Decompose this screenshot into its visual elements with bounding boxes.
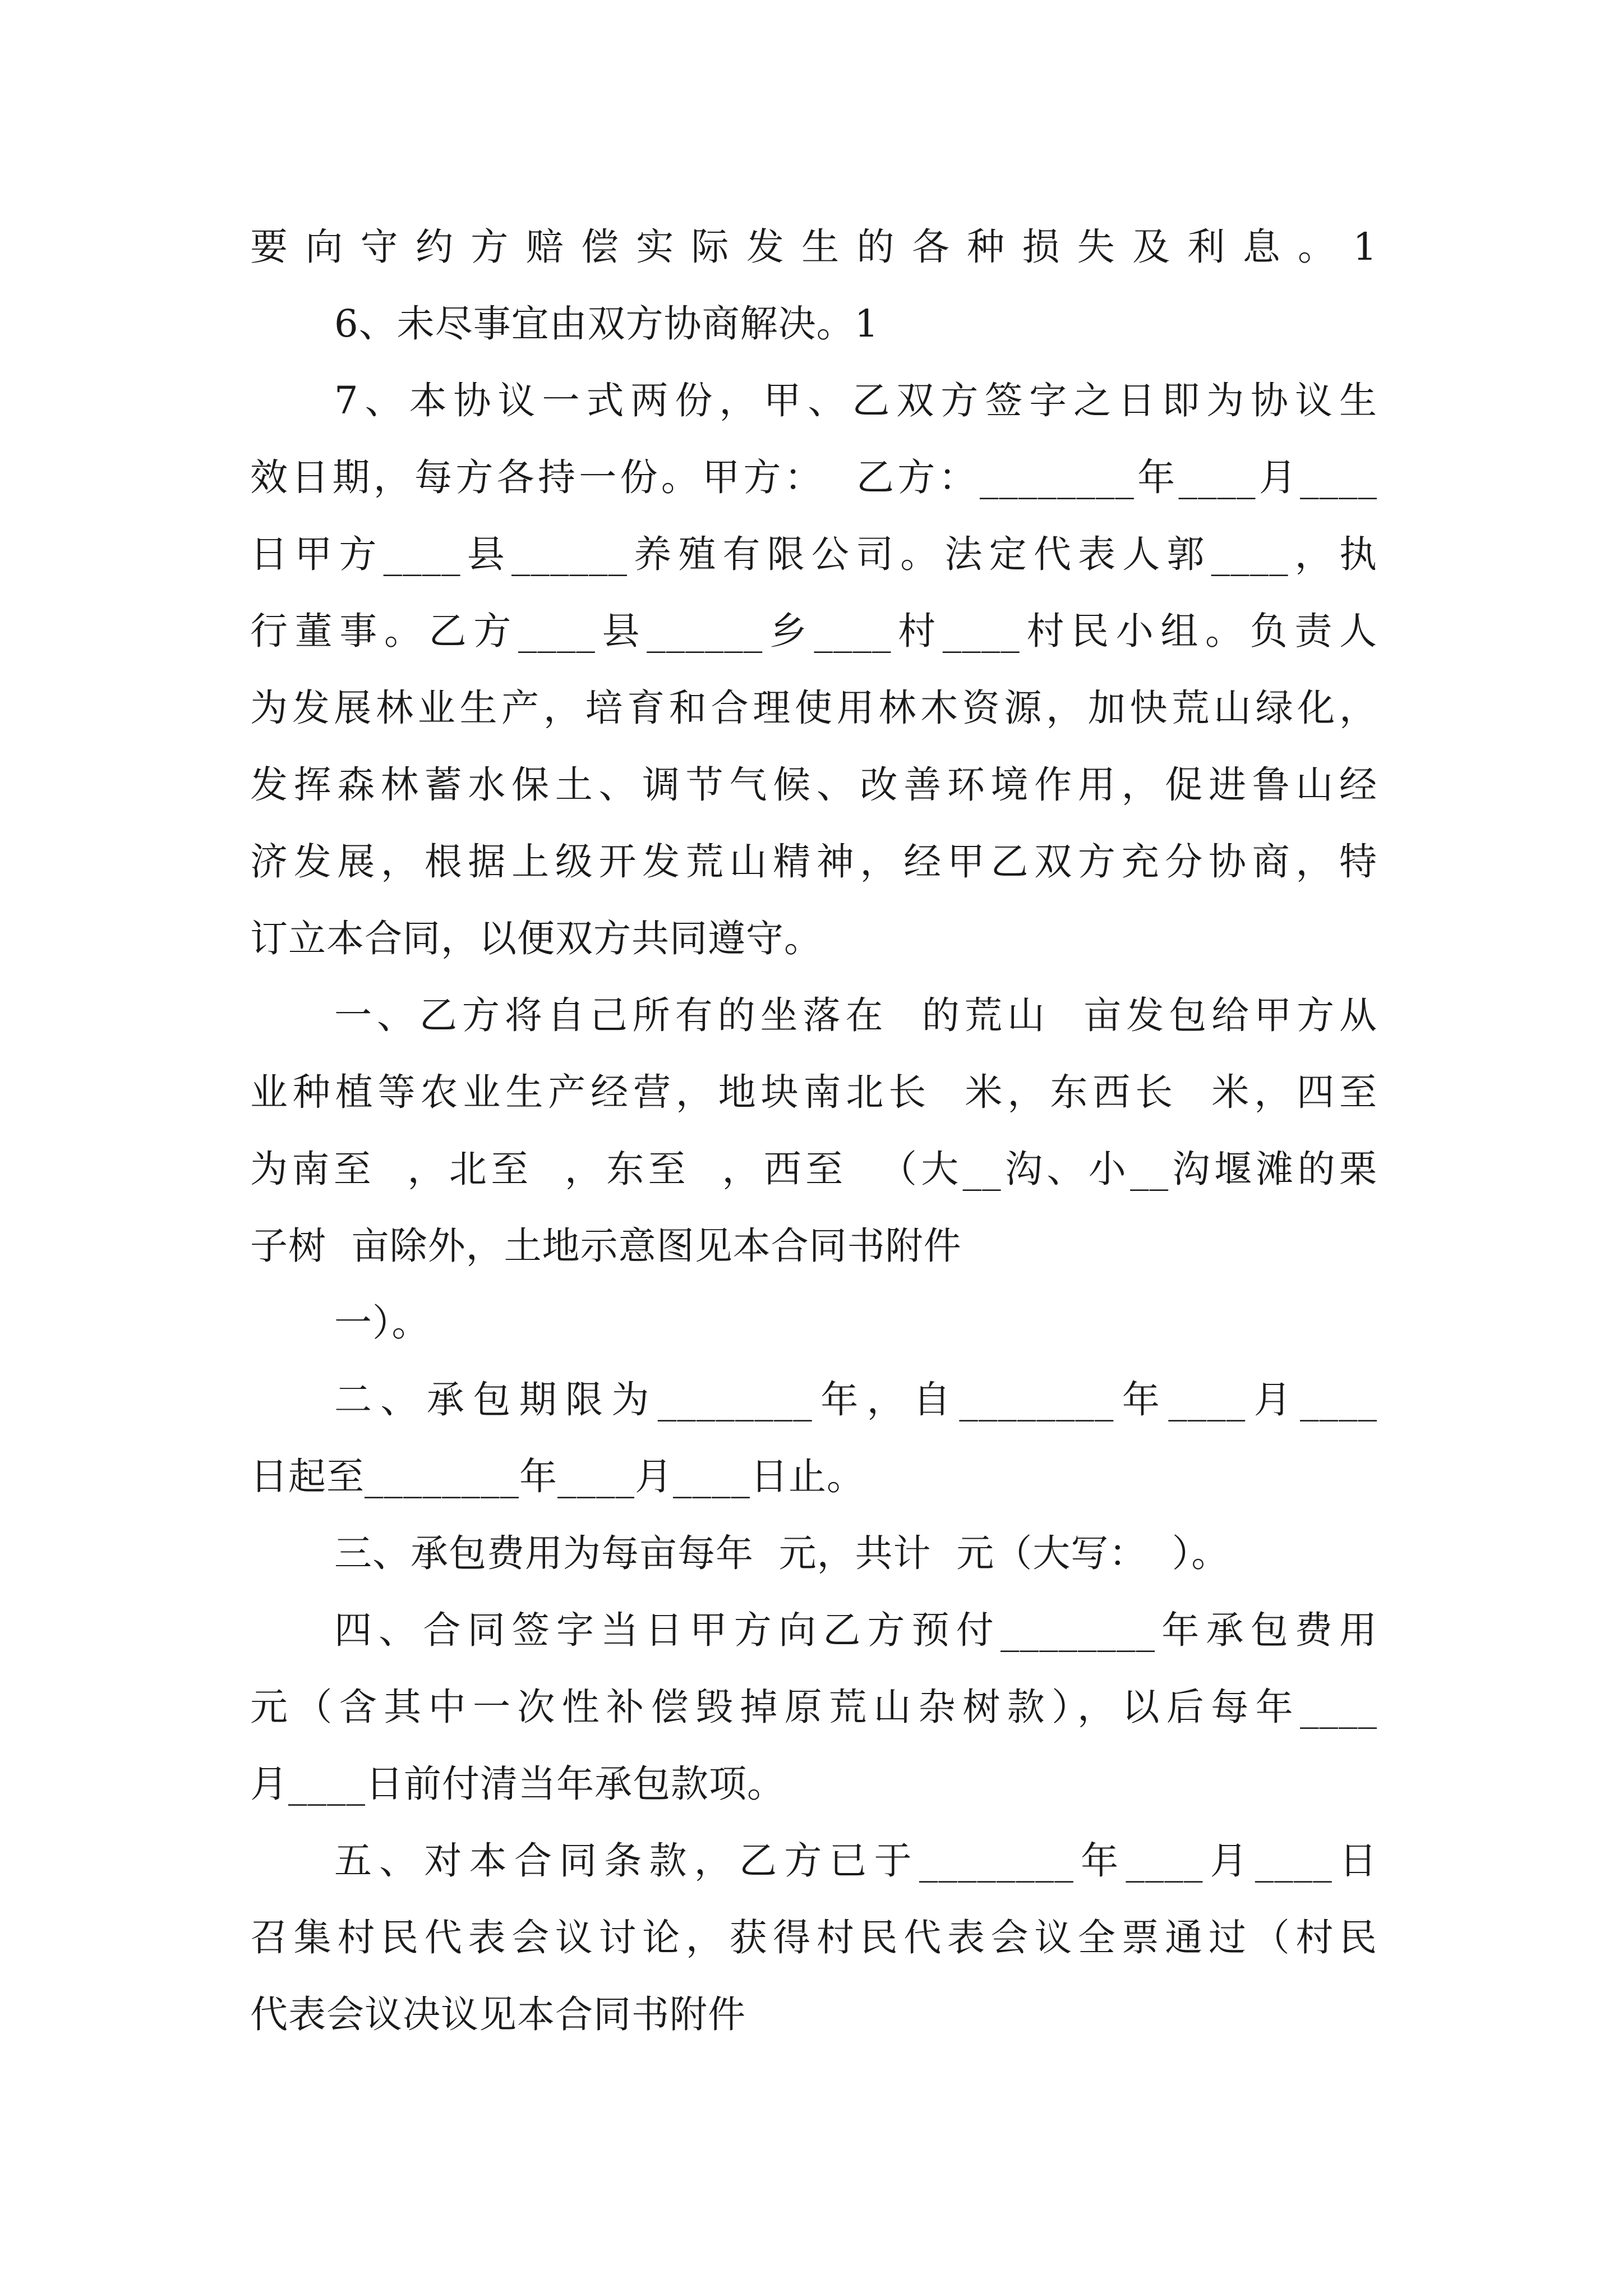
text-line-9: 济发展，根据上级开发荒山精神，经甲乙双方充分协商，特 [250,840,1377,884]
text-line-23: 召集村民代表会议讨论，获得村民代表会议全票通过（村民 [250,1916,1377,1959]
text-line-14: 子树 亩除外，土地示意图见本合同书附件 [250,1224,962,1268]
text-line-3: 7、本协议一式两份，甲、乙双方签字之日即为协议生 [334,379,1377,422]
text-line-11: 一、乙方将自己所有的坐落在 的荒山 亩发包给甲方从 [334,993,1377,1037]
text-line-15: 一）。 [334,1301,430,1345]
text-line-7: 为发展林业生产，培育和合理使用林木资源，加快荒山绿化， [250,686,1377,730]
text-line-2: 6、未尽事宜由双方协商解决。1 [334,302,879,346]
text-line-18: 三、承包费用为每亩每年 元，共计 元（大写： ）。 [334,1531,1230,1575]
text-line-17: 日起至________年____月____日止。 [250,1455,865,1498]
text-line-5: 日甲方____县______养殖有限公司。法定代表人郭____，执 [250,532,1377,576]
text-line-13: 为南至 ，北至 ，东至 ，西至 （大__沟、小__沟堰滩的栗 [250,1147,1377,1191]
text-line-6: 行董事。乙方____县______乡____村____村民小组。负责人 [250,609,1377,653]
text-line-12: 业种植等农业生产经营，地块南北长 米，东西长 米，四至 [250,1070,1377,1114]
text-line-10: 订立本合同，以便双方共同遵守。 [250,917,822,960]
text-line-8: 发挥森林蓄水保土、调节气候、改善环境作用，促进鲁山经 [250,763,1377,807]
text-line-22: 五、对本合同条款，乙方已于________年____月____日 [334,1839,1377,1883]
text-line-1: 要向守约方赔偿实际发生的各种损失及利息。1 [250,225,1377,269]
text-line-24: 代表会议决议见本合同书附件 [250,1993,746,2036]
text-line-20: 元（含其中一次性补偿毁掉原荒山杂树款），以后每年____ [250,1685,1377,1729]
text-line-16: 二、承包期限为________年，自________年____月____ [334,1378,1377,1421]
text-line-19: 四、合同签字当日甲方向乙方预付________年承包费用 [334,1608,1377,1652]
text-line-21: 月____日前付清当年承包款项。 [250,1762,785,1806]
document-body [250,209,1377,2053]
text-line-4: 效日期，每方各持一份。甲方： 乙方：________年____月____ [250,455,1377,499]
